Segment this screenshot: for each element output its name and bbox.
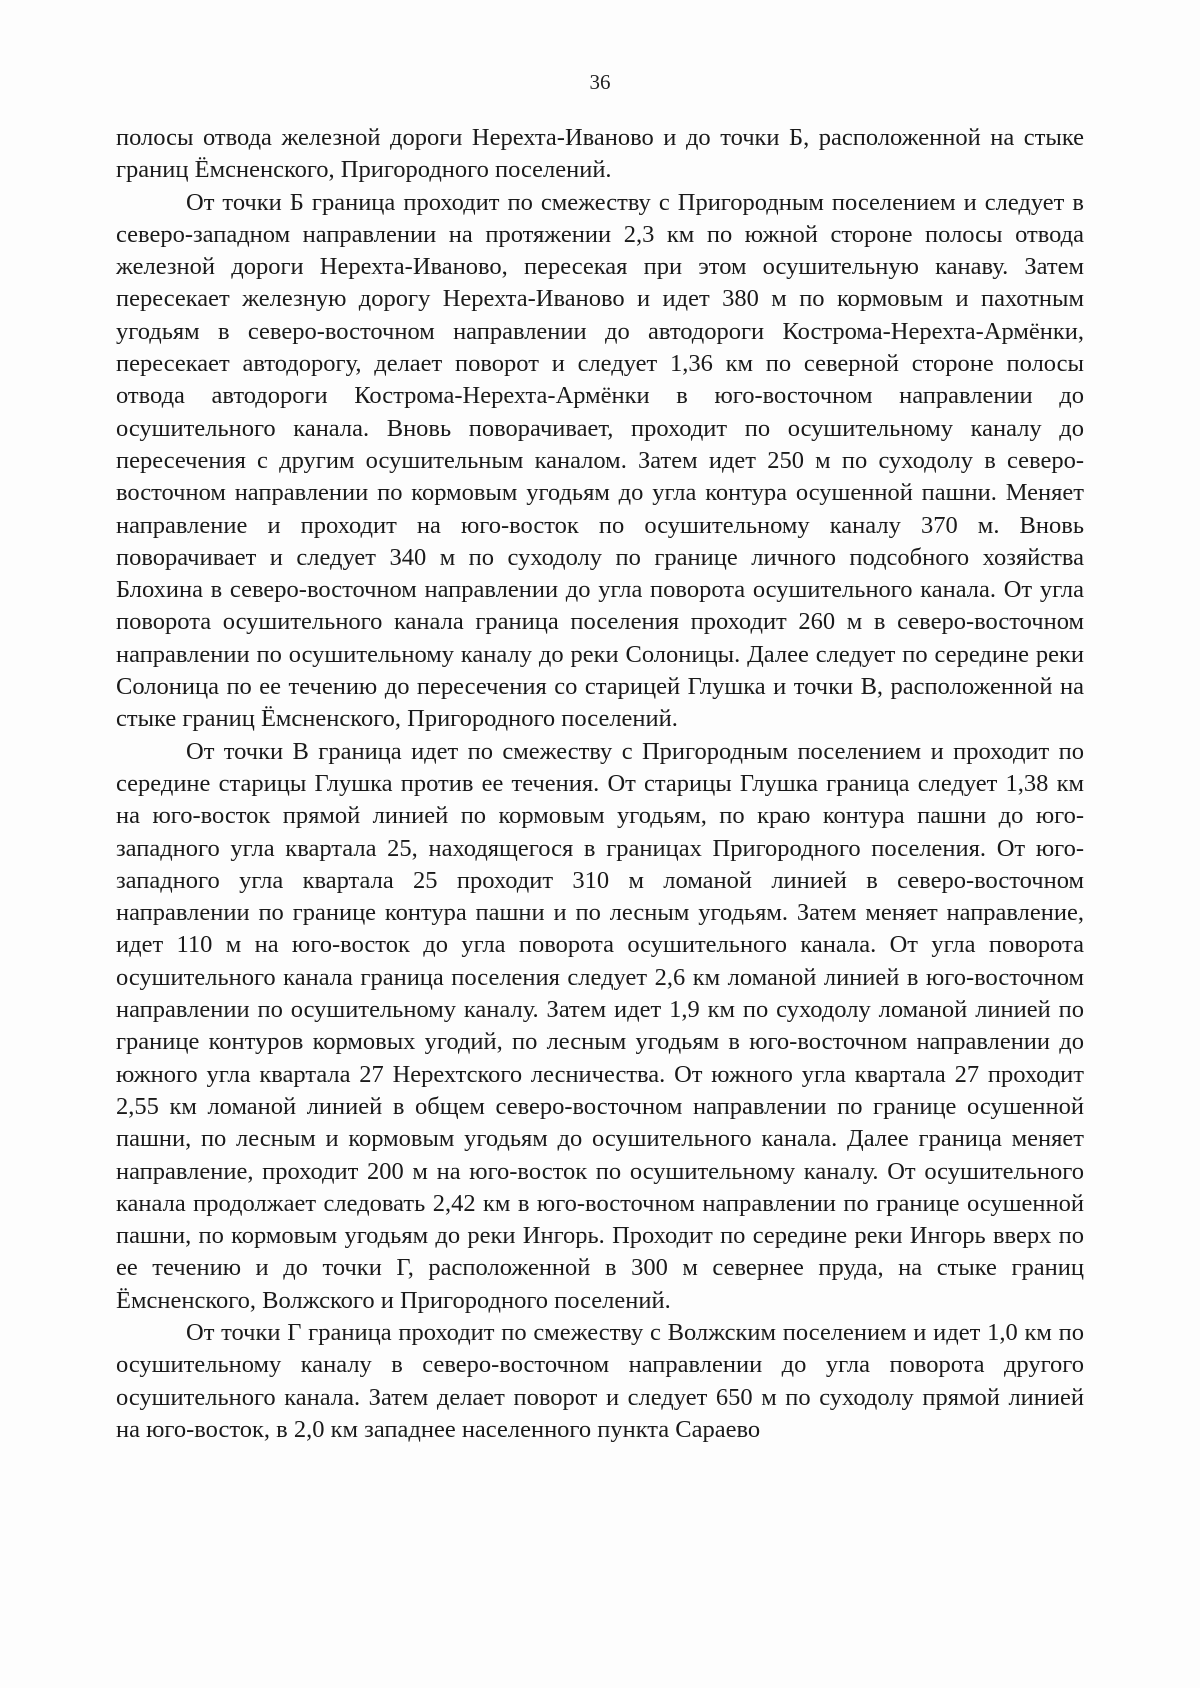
page-number: 36 (589, 70, 611, 94)
paragraph-point-v: От точки В граница идет по смежеству с Пригородным поселением и проходит по середине старицы Глушка против ее течения. От старицы Глушка граница следует 1,38 км на юго-восток прямой линией по кормовым угодьям, по краю контура пашни до юго-западного угла квартала 25, находящегося в границах Пригородного поселения. От юго-западного угла квартала 25 проходит 310 м ломаной линией в северо-восточном направлении по границе контура пашни и по лесным угодьям. Затем меняет направление, идет 110 м на юго-восток до угла поворота осушительного канала. От угла поворота осушительного канала граница поселения следует 2,6 км ломаной линией в юго-восточном направлении по осушительному каналу. Затем идет 1,9 км по суходолу ломаной линией по границе контуров кормовых угодий, по лесным угодьям в юго-восточном направлении до южного угла квартала 27 Нерехтского лесничества. От южного угла квартала 27 проходит 2,55 км ломаной линией в общем северо-восточном направлении по границе осушенной пашни, по лесным и кормовым угодьям до осушительного канала. Далее граница меняет направление, проходит 200 м на юго-восток по осушительному каналу. От осушительного канала продолжает следовать 2,42 км в юго-восточном направлении по границе осушенной пашни, по кормовым угодьям до реки Ингорь. Проходит по середине реки Ингорь вверх по ее течению и до точки Г, расположенной в 300 м севернее пруда, на стыке границ Ёмсненского, Волжского и Пригородного поселений. (116, 737, 1084, 1314)
paragraph-point-g: От точки Г граница проходит по смежеству с Волжским поселением и идет 1,0 км по осушительному каналу в северо-восточном направлении до угла поворота другого осушительного канала. Затем делает поворот и следует 650 м по суходолу прямой линией на юго-восток, в 2,0 км западнее населенного пункта Сараево (116, 1318, 1084, 1443)
document-text (116, 122, 1084, 1446)
paragraph-continuation: полосы отвода железной дороги Нерехта-Иваново и до точки Б, расположенной на стыке границ Ёмсненского, Пригородного поселений. (116, 124, 1084, 184)
paragraph-point-b: От точки Б граница проходит по смежеству с Пригородным поселением и следует в северо-западном направлении на протяжении 2,3 км по южной стороне полосы отвода железной дороги Нерехта-Иваново, пересекая при этом осушительную канаву. Затем пересекает железную дорогу Нерехта-Иваново и идет 380 м по кормовым и пахотным угодьям в северо-восточном направлении до автодороги Кострома-Нерехта-Армёнки, пересекает автодорогу, делает поворот и следует 1,36 км по северной стороне полосы отвода автодороги Кострома-Нерехта-Армёнки в юго-восточном направлении до осушительного канала. Вновь поворачивает, проходит по осушительному каналу до пересечения с другим осушительным каналом. Затем идет 250 м по суходолу в северо-восточном направлении по кормовым угодьям до угла контура осушенной пашни. Меняет направление и проходит на юго-восток по осушительному каналу 370 м. Вновь поворачивает и следует 340 м по суходолу по границе личного подсобного хозяйства Блохина в северо-восточном направлении до угла поворота осушительного канала. От угла поворота осушительного канала граница поселения проходит 260 м в северо-восточном направлении по осушительному каналу до реки Солоницы. Далее следует по середине реки Солоница по ее течению до пересечения со старицей Глушка и точки В, расположенной на стыке границ Ёмсненского, Пригородного поселений. (116, 188, 1084, 733)
